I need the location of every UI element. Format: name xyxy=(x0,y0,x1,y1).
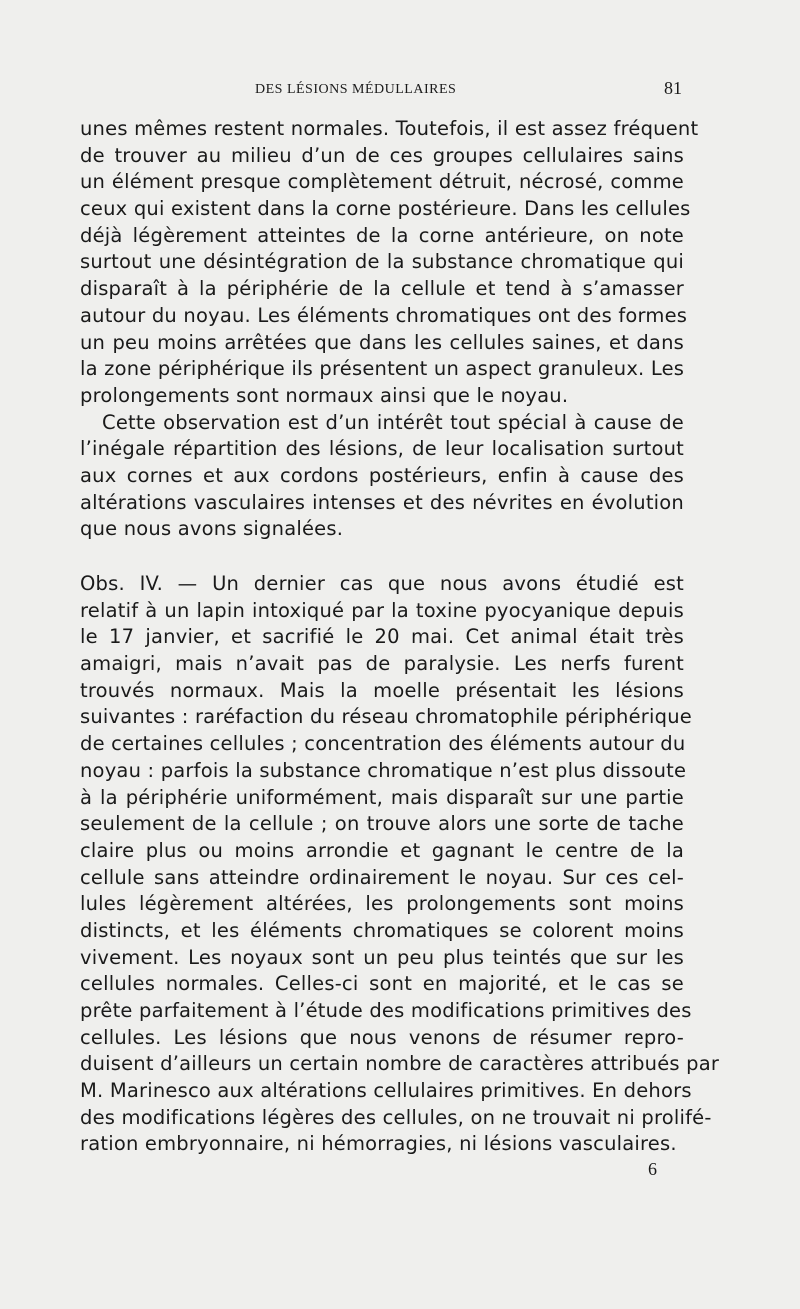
page-number: 81 xyxy=(664,78,682,98)
text-line: amaigri, mais n’avait pas de paralysie. Les nerfs furent xyxy=(80,652,684,676)
text-line: disparaît à la périphérie de la cellule et tend à s’amasser xyxy=(80,277,684,301)
paragraph-1 xyxy=(80,116,699,410)
text-line: prête parfaitement à l’étude des modifications primitives des xyxy=(80,999,692,1022)
text-line: la zone périphérique ils présentent un aspect granuleux. Les xyxy=(80,357,685,381)
text-line: que nous avons signalées. xyxy=(80,517,344,541)
text-line: l’inégale répartition des lésions, de leur localisation surtout xyxy=(80,437,684,461)
text-line: cellules normales. Celles-ci sont en majorité, et le cas se xyxy=(80,972,684,996)
paragraph-2 xyxy=(80,410,684,543)
text-line: vivement. Les noyaux sont un peu plus teintés que sur les xyxy=(80,945,684,969)
text-line: déjà légèrement atteintes de la corne antérieure, on note xyxy=(80,223,684,247)
text-line: un élément presque complètement détruit, nécrosé, comme xyxy=(80,170,684,194)
text-line: ration embryonnaire, ni hémorragies, ni lésions vasculaires. xyxy=(80,1132,677,1156)
text-line: altérations vasculaires intenses et des névrites en évolution xyxy=(80,490,684,514)
text-line: cellules. Les lésions que nous venons de résumer repro- xyxy=(80,1025,684,1049)
text-line: cellule sans atteindre ordinairement le noyau. Sur ces cel- xyxy=(80,865,684,889)
text-line: surtout une désintégration de la substance chromatique qui xyxy=(80,250,684,274)
text-line: à la périphérie uniformément, mais disparaît sur une partie xyxy=(80,785,684,809)
signature-mark: 6 xyxy=(648,1159,658,1180)
text-line: M. Marinesco aux altérations cellulaires primitives. En dehors xyxy=(80,1079,692,1103)
text-line: seulement de la cellule ; on trouve alors une sorte de tache xyxy=(80,812,684,836)
running-title: DES LÉSIONS MÉDULLAIRES xyxy=(255,82,457,97)
text-line: Cette observation est d’un intérêt tout spécial à cause de xyxy=(102,410,684,434)
text-line: aux cornes et aux cordons postérieurs, enfin à cause des xyxy=(80,463,684,487)
text-line: prolongements sont normaux ainsi que le noyau. xyxy=(80,383,569,407)
text-line: claire plus ou moins arrondie et gagnant le centre de la xyxy=(80,838,684,862)
text-line: ceux qui existent dans la corne postérieure. Dans les cellules xyxy=(80,197,691,221)
text-line: distincts, et les éléments chromatiques se colorent moins xyxy=(80,918,684,942)
text-line: Obs. IV. — Un dernier cas que nous avons étudié est xyxy=(80,572,684,595)
text-line: suivantes : raréfaction du réseau chromatophile périphérique xyxy=(80,705,692,729)
signature-row xyxy=(80,1158,684,1184)
text-line: duisent d’ailleurs un certain nombre de caractères attribués par xyxy=(80,1052,720,1076)
text-line: lules légèrement altérées, les prolongements sont moins xyxy=(80,892,684,916)
text-line: de trouver au milieu d’un de ces groupes cellulaires sains xyxy=(80,143,684,167)
text-line: noyau : parfois la substance chromatique n’est plus dissoute xyxy=(80,758,687,782)
text-line: des modifications légères des cellules, on ne trouvait ni prolifé- xyxy=(80,1105,712,1129)
text-line: le 17 janvier, et sacrifié le 20 mai. Cet animal était très xyxy=(80,625,684,649)
text-line: de certaines cellules ; concentration des éléments autour du xyxy=(80,732,686,756)
text-line: un peu moins arrêtées que dans les cellules saines, et dans xyxy=(80,330,684,354)
paragraph-gap xyxy=(80,543,684,571)
page-header xyxy=(80,78,680,102)
body-text xyxy=(80,116,720,1184)
text-line: trouvés normaux. Mais la moelle présentait les lésions xyxy=(80,678,684,702)
paragraph-3 xyxy=(80,571,720,1158)
text-line: unes mêmes restent normales. Toutefois, il est assez fréquent xyxy=(80,117,699,140)
text-line: autour du noyau. Les éléments chromatiques ont des formes xyxy=(80,303,688,327)
text-line: relatif à un lapin intoxiqué par la toxine pyocyanique depuis xyxy=(80,598,684,622)
